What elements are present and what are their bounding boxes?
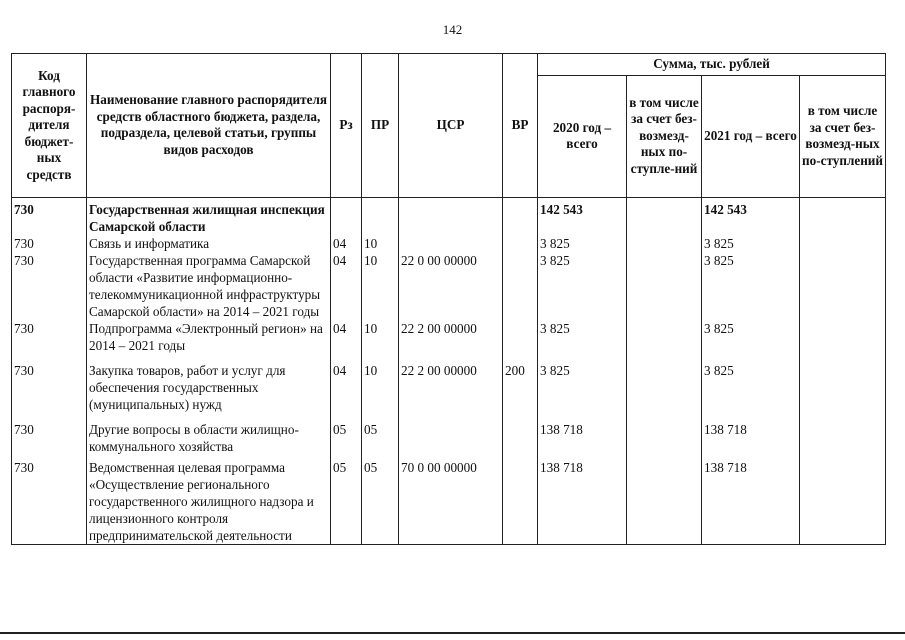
- cell-gratuitous-2021: [800, 413, 886, 455]
- cell-pr: 05: [362, 455, 399, 545]
- table-row: [12, 252, 886, 320]
- header-pr: ПР: [362, 54, 399, 198]
- cell-vr: [503, 252, 538, 320]
- cell-sum-2020: 138 718: [538, 413, 627, 455]
- table-row: [12, 354, 886, 413]
- cell-gratuitous-2020: [627, 455, 702, 545]
- header-name: Наименование главного распорядителя средств областного бюджета, раздела, подраздела, целевой статьи, группы видов расходов: [87, 54, 331, 198]
- header-2021-gratuitous: в том числе за счет без-возмезд-ных по-ступлений: [800, 75, 886, 197]
- header-2021-total: 2021 год – всего: [702, 75, 800, 197]
- cell-vr: [503, 197, 538, 235]
- header-vr: ВР: [503, 54, 538, 198]
- cell-gratuitous-2020: [627, 235, 702, 252]
- budget-table: [11, 53, 886, 545]
- cell-gratuitous-2020: [627, 354, 702, 413]
- cell-sum-2021: 138 718: [702, 413, 800, 455]
- cell-sum-2021: 3 825: [702, 320, 800, 354]
- cell-pr: 10: [362, 235, 399, 252]
- cell-pr: 10: [362, 320, 399, 354]
- cell-vr: [503, 320, 538, 354]
- cell-sum-2021: 138 718: [702, 455, 800, 545]
- cell-code: 730: [12, 413, 87, 455]
- cell-csr: 22 0 00 00000: [399, 252, 503, 320]
- cell-name: Другие вопросы в области жилищно-коммунального хозяйства: [87, 413, 331, 455]
- cell-rz: 04: [331, 320, 362, 354]
- cell-pr: [362, 197, 399, 235]
- cell-vr: [503, 455, 538, 545]
- cell-rz: 05: [331, 413, 362, 455]
- cell-gratuitous-2021: [800, 455, 886, 545]
- cell-csr: 22 2 00 00000: [399, 354, 503, 413]
- cell-sum-2021: 142 543: [702, 197, 800, 235]
- cell-sum-2021: 3 825: [702, 235, 800, 252]
- cell-rz: 04: [331, 235, 362, 252]
- cell-sum-2020: 3 825: [538, 354, 627, 413]
- cell-sum-2021: 3 825: [702, 252, 800, 320]
- table-row: [12, 455, 886, 545]
- cell-name: Государственная программа Самарской области «Развитие информационно-телекоммуникационной инфраструктуры Самарской области» на 2014 – 2021 годы: [87, 252, 331, 320]
- cell-pr: 05: [362, 413, 399, 455]
- cell-csr: [399, 413, 503, 455]
- cell-code: 730: [12, 252, 87, 320]
- table-row: [12, 320, 886, 354]
- cell-gratuitous-2020: [627, 197, 702, 235]
- cell-code: 730: [12, 320, 87, 354]
- header-csr: ЦСР: [399, 54, 503, 198]
- table-row: [12, 235, 886, 252]
- cell-gratuitous-2021: [800, 354, 886, 413]
- cell-gratuitous-2021: [800, 320, 886, 354]
- cell-vr: [503, 235, 538, 252]
- cell-gratuitous-2020: [627, 320, 702, 354]
- table-row: [12, 413, 886, 455]
- cell-sum-2020: 138 718: [538, 455, 627, 545]
- cell-pr: 10: [362, 252, 399, 320]
- cell-name: Подпрограмма «Электронный регион» на 2014 – 2021 годы: [87, 320, 331, 354]
- cell-csr: [399, 197, 503, 235]
- cell-rz: [331, 197, 362, 235]
- cell-code: 730: [12, 354, 87, 413]
- cell-csr: 70 0 00 00000: [399, 455, 503, 545]
- cell-csr: 22 2 00 00000: [399, 320, 503, 354]
- header-2020-gratuitous: в том числе за счет без-возмезд-ных по-ступле-ний: [627, 75, 702, 197]
- cell-code: 730: [12, 235, 87, 252]
- cell-pr: 10: [362, 354, 399, 413]
- cell-vr: 200: [503, 354, 538, 413]
- cell-name: Государственная жилищная инспекция Самарской области: [87, 197, 331, 235]
- header-2020-total: 2020 год – всего: [538, 75, 627, 197]
- cell-sum-2021: 3 825: [702, 354, 800, 413]
- cell-gratuitous-2021: [800, 197, 886, 235]
- cell-rz: 05: [331, 455, 362, 545]
- cell-sum-2020: 3 825: [538, 320, 627, 354]
- cell-name: Ведомственная целевая программа «Осуществление регионального государственного жилищного надзора и лицензионного контроля предпринимательской деятельности: [87, 455, 331, 545]
- cell-gratuitous-2021: [800, 252, 886, 320]
- cell-sum-2020: 142 543: [538, 197, 627, 235]
- page-number: 142: [442, 22, 463, 37]
- cell-gratuitous-2020: [627, 413, 702, 455]
- cell-gratuitous-2020: [627, 252, 702, 320]
- header-sum-group: Сумма, тыс. рублей: [538, 54, 886, 76]
- table-row: [12, 197, 886, 235]
- cell-sum-2020: 3 825: [538, 252, 627, 320]
- cell-rz: 04: [331, 252, 362, 320]
- cell-vr: [503, 413, 538, 455]
- cell-gratuitous-2021: [800, 235, 886, 252]
- cell-code: 730: [12, 455, 87, 545]
- table-header: [12, 54, 886, 198]
- header-code: Код главного распоря-дителя бюджет-ных средств: [12, 54, 87, 198]
- cell-code: 730: [12, 197, 87, 235]
- cell-name: Связь и информатика: [87, 235, 331, 252]
- header-rz: Рз: [331, 54, 362, 198]
- cell-name: Закупка товаров, работ и услуг для обеспечения государственных (муниципальных) нужд: [87, 354, 331, 413]
- cell-sum-2020: 3 825: [538, 235, 627, 252]
- cell-rz: 04: [331, 354, 362, 413]
- cell-csr: [399, 235, 503, 252]
- bottom-rule: [0, 632, 905, 634]
